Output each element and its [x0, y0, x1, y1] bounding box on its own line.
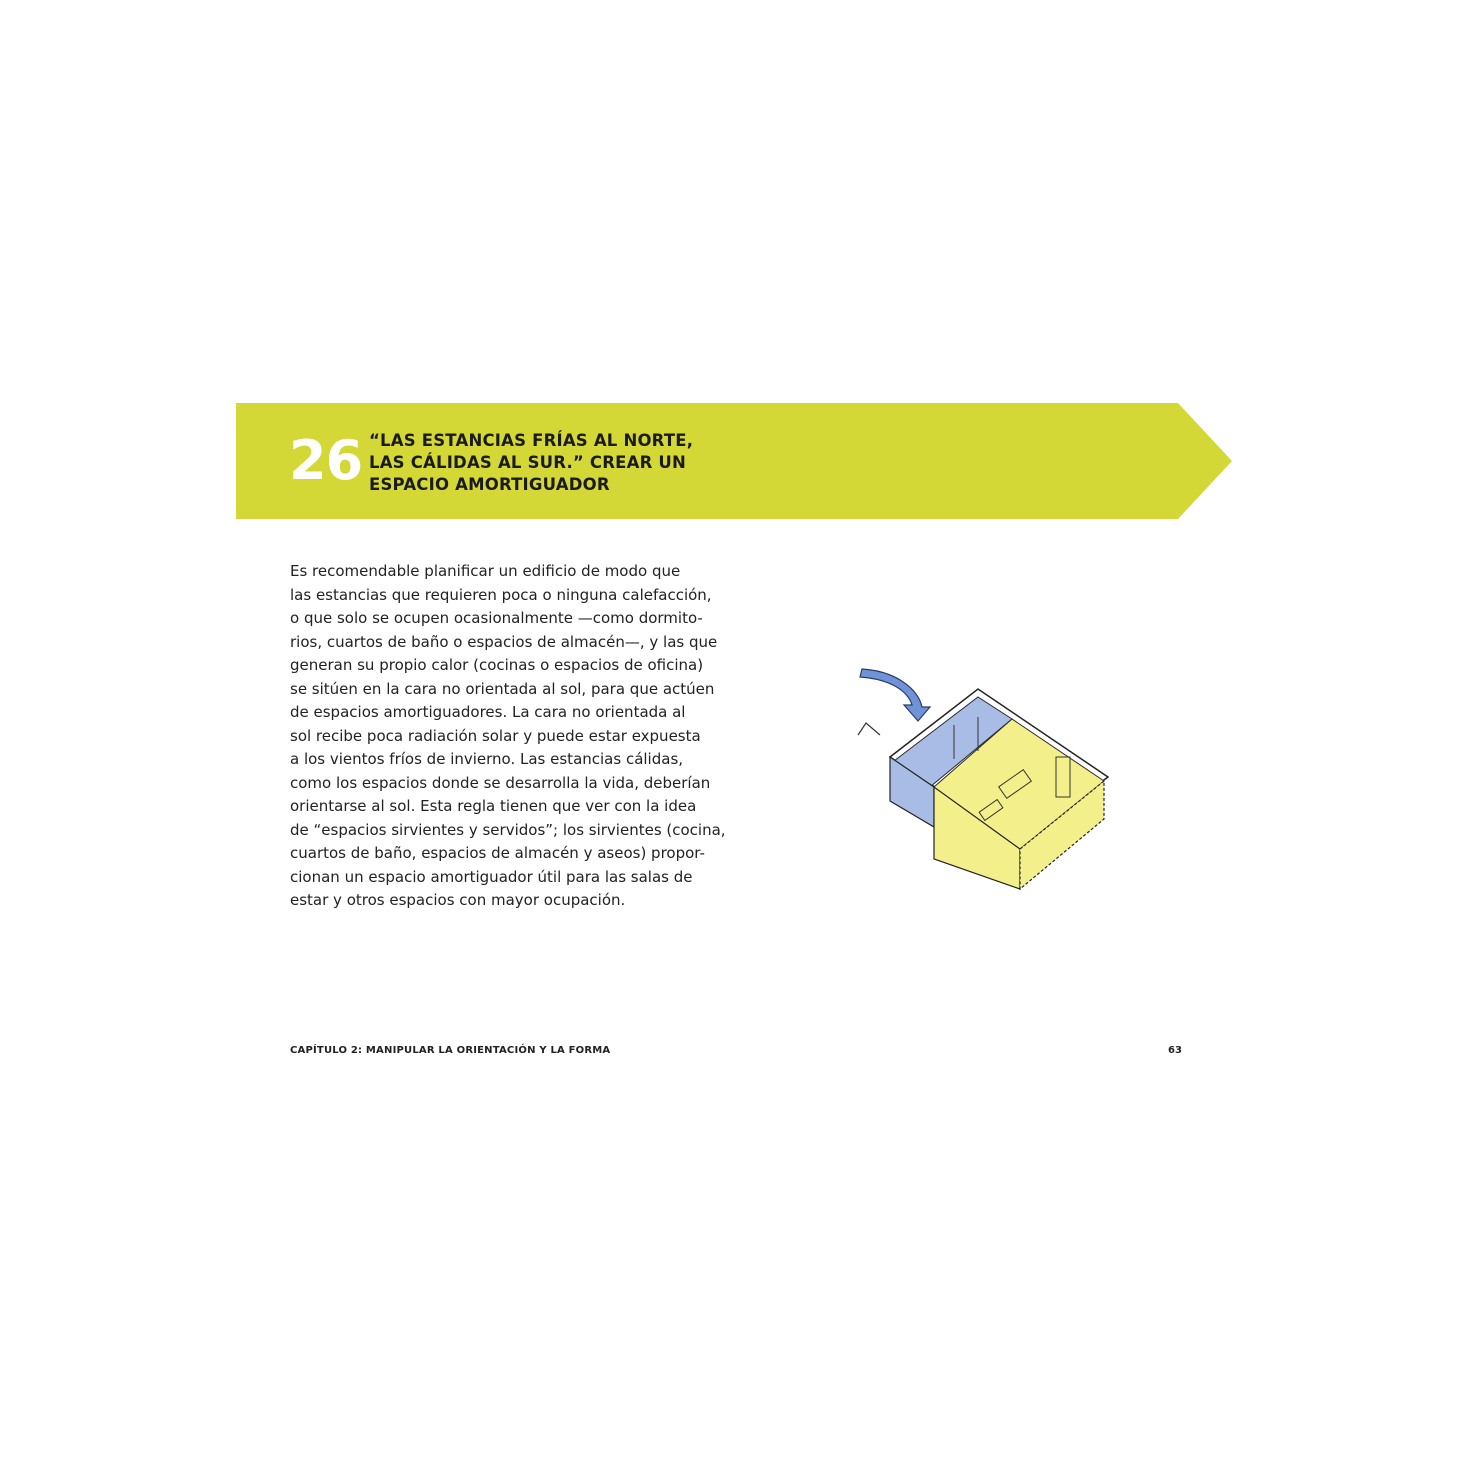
body-line: rios, cuartos de baño o espacios de almacén—, y las que: [290, 632, 718, 651]
section-title: [369, 430, 694, 496]
body-line: de espacios amortiguadores. La cara no orientada al: [290, 703, 686, 721]
section-title-line: ESPACIO AMORTIGUADOR: [369, 475, 610, 494]
body-line: se sitúen en la cara no orientada al sol, para que actúen: [290, 679, 715, 698]
north-marker-icon: [858, 723, 880, 735]
cold-wind-arrow-icon: [860, 669, 930, 721]
chapter-footer: CAPÍTULO 2: MANIPULAR LA ORIENTACIÓN Y LA FORMA: [290, 1045, 611, 1056]
body-line: de “espacios sirvientes y servidos”; los sirvientes (cocina,: [290, 820, 726, 839]
body-line: cuartos de baño, espacios de almacén y aseos) propor-: [290, 844, 705, 862]
body-text: [290, 560, 726, 913]
body-line: o que solo se ocupen ocasionalmente —como dormito-: [290, 609, 703, 627]
body-line: como los espacios donde se desarrolla la vida, deberían: [290, 773, 711, 792]
section-title-line: LAS CÁLIDAS AL SUR.” CREAR UN: [369, 453, 687, 472]
body-line: cionan un espacio amortiguador útil para las salas de: [290, 867, 693, 886]
page-number: 63: [1168, 1045, 1182, 1056]
building-sketch: [850, 665, 1120, 895]
section-title-line: “LAS ESTANCIAS FRÍAS AL NORTE,: [369, 431, 694, 450]
section-number: 26: [289, 429, 363, 492]
body-line: a los vientos fríos de invierno. Las estancias cálidas,: [290, 750, 684, 768]
isometric-floorplan-illustration: [850, 665, 1120, 899]
body-line: orientarse al sol. Esta regla tienen que ver con la idea: [290, 797, 697, 815]
body-line: las estancias que requieren poca o ninguna calefacción,: [290, 585, 712, 604]
body-line: Es recomendable planificar un edificio de modo que: [290, 562, 681, 580]
body-line: sol recibe poca radiación solar y puede estar expuesta: [290, 726, 701, 745]
body-line: estar y otros espacios con mayor ocupación.: [290, 891, 626, 909]
body-line: generan su propio calor (cocinas o espacios de oficina): [290, 656, 704, 674]
